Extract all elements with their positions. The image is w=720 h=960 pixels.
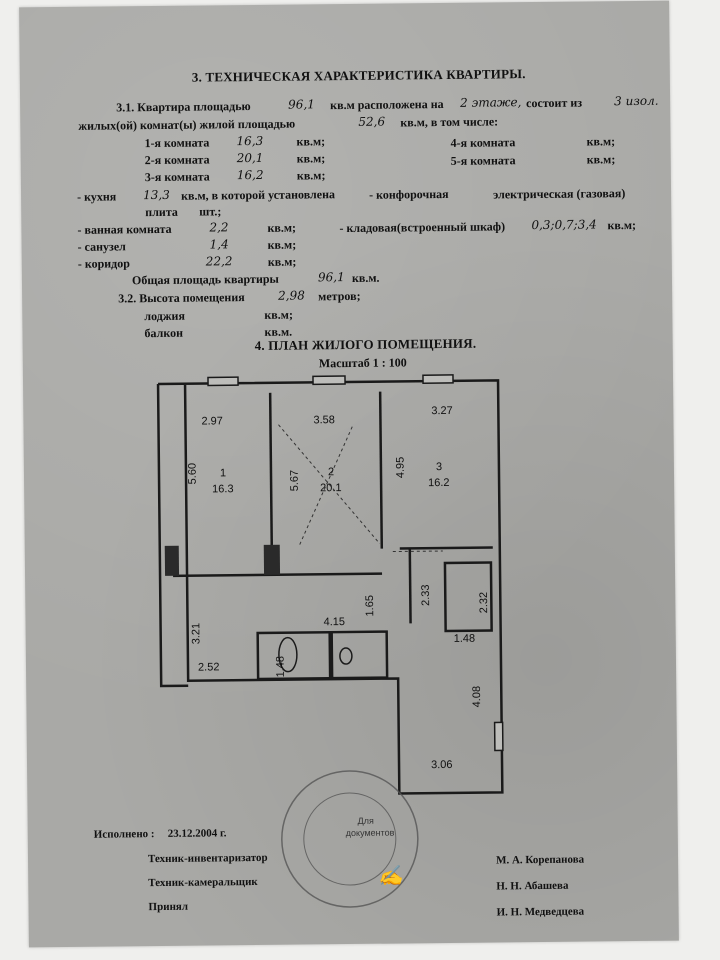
dim-label: 4.08 <box>470 685 484 708</box>
living-area-label: жилых(ой) комнат(ы) жилой площадью <box>78 116 296 133</box>
dim-label: 2.52 <box>197 661 220 674</box>
window <box>495 722 503 750</box>
room1-unit: кв.м; <box>296 134 326 149</box>
dim-label: 3.21 <box>190 622 203 645</box>
signature-icon: ✍ <box>378 863 404 888</box>
wc-value: 1,4 <box>209 237 229 252</box>
kitchen-stove-label: кв.м, в которой установлена <box>181 187 336 203</box>
living-area-value: 52,6 <box>358 114 386 129</box>
room-area: 20.1 <box>320 482 342 495</box>
stamp-text: Для <box>357 815 374 826</box>
role-technician: Техник-инвентаризатор <box>147 851 268 866</box>
dim-label: 4.15 <box>323 616 346 629</box>
room3-unit: кв.м; <box>296 168 326 183</box>
dim-label: 3.58 <box>313 414 335 427</box>
dim-label: 2.97 <box>201 415 223 428</box>
outer-wall <box>158 380 502 796</box>
room1-label: 1-я комната <box>144 135 210 151</box>
room4-unit: кв.м; <box>586 134 616 149</box>
dim-label: 2.33 <box>419 584 433 606</box>
section-3-heading: 3. ТЕХНИЧЕСКАЯ ХАРАКТЕРИСТИКА КВАРТИРЫ. <box>191 66 526 85</box>
room3-value: 16,2 <box>236 167 264 183</box>
plan-scale: Масштаб 1 : 100 <box>318 355 407 371</box>
role-office-technician: Техник-камеральщик <box>148 875 258 890</box>
height-unit: метров; <box>318 288 361 304</box>
apartment-area-value: 96,1 <box>288 97 315 112</box>
kitchen-value: 13,3 <box>142 187 170 203</box>
role-accepted: Принял <box>148 900 189 914</box>
column <box>165 546 179 576</box>
room2-unit: кв.м; <box>296 151 326 166</box>
storage-label: - кладовая(встроенный шкаф) <box>339 219 506 236</box>
dim-label: 5.60 <box>186 462 199 485</box>
bathroom-label: - ванная комната <box>77 221 172 237</box>
stove-label: плита <box>145 204 178 220</box>
dim-label: 1.48 <box>453 632 476 645</box>
name-2: Н. Н. Абашева <box>496 879 569 893</box>
total-area-unit: кв.м. <box>351 270 380 285</box>
floor-value: 2 этаже, <box>460 95 522 110</box>
floor-plan <box>19 1 679 948</box>
total-area-value: 96,1 <box>317 270 345 285</box>
apartment-area-label: 3.1. Квартира площадью <box>116 99 251 115</box>
room5-unit: кв.м; <box>586 152 616 167</box>
window <box>208 377 238 385</box>
bathroom <box>258 632 330 679</box>
room3-label: 3-я комната <box>144 169 210 185</box>
rooms-count-value: 3 изол. <box>614 93 659 109</box>
wc-unit: кв.м; <box>267 237 297 252</box>
room-area: 16.2 <box>428 476 450 490</box>
balcony-unit: кв.м. <box>264 324 293 339</box>
dim-label: 3.06 <box>430 758 453 772</box>
stove-type-label: электрическая (газовая) <box>493 186 626 202</box>
room2-label: 2-я комната <box>144 152 210 168</box>
room-number: 3 <box>435 461 443 474</box>
height-value: 2,98 <box>278 288 305 303</box>
room-number: 2 <box>327 466 335 479</box>
corridor-unit: кв.м; <box>267 254 297 269</box>
window <box>313 376 345 384</box>
dim-label: 1.65 <box>363 595 377 617</box>
total-area-label: Общая площадь квартиры <box>131 271 279 288</box>
room2-value: 20,1 <box>236 150 264 166</box>
including-label: кв.м, в том числе: <box>400 114 499 130</box>
completed-date: 23.12.2004 г. <box>167 827 227 840</box>
window <box>423 375 453 383</box>
document-sheet <box>19 1 679 948</box>
outer-wall-left <box>158 384 188 686</box>
dim-label: 1.48 <box>274 655 287 678</box>
balcony-label: балкон <box>144 325 184 341</box>
section-4-heading: 4. ПЛАН ЖИЛОГО ПОМЕЩЕНИЯ. <box>254 335 477 353</box>
dim-label: 5.67 <box>288 469 301 492</box>
wall-room2-room3 <box>380 392 382 549</box>
column <box>264 545 280 575</box>
storage-unit: кв.м; <box>607 217 637 233</box>
corridor-label: - коридор <box>77 256 130 271</box>
stove-burners-label: - конфорочная <box>369 186 449 202</box>
wc-label: - санузел <box>77 239 126 254</box>
bathroom-value: 2,2 <box>209 220 229 235</box>
room5-label: 5-я комната <box>450 153 516 168</box>
stove-unit: шт.; <box>199 204 222 219</box>
dim-label: 3.27 <box>431 404 453 418</box>
room1-value: 16,3 <box>236 133 264 149</box>
wall-room3-bottom <box>400 547 493 548</box>
room-number: 1 <box>219 467 227 480</box>
storage-value: 0,3;0,7;3,4 <box>531 217 597 233</box>
floor-label: кв.м расположена на <box>330 96 444 113</box>
name-1: М. А. Корепанова <box>495 853 585 867</box>
toilet-icon <box>340 648 352 664</box>
corridor-value: 22,2 <box>205 254 233 269</box>
loggia-label: лоджия <box>144 308 185 324</box>
loggia-unit: кв.м; <box>264 307 293 322</box>
height-label: 3.2. Высота помещения <box>118 290 245 306</box>
completed-label: Исполнено : <box>93 828 155 841</box>
kitchen-label: - кухня <box>77 189 117 204</box>
dim-label: 2.32 <box>477 591 491 614</box>
wall-corridor-kitchen <box>410 548 411 623</box>
room4-label: 4-я комната <box>450 135 516 150</box>
stamp-text: документов <box>345 827 395 839</box>
name-3: И. Н. Медведцева <box>496 905 585 919</box>
rooms-label: состоит из <box>526 95 583 111</box>
room-area: 16.3 <box>212 483 234 496</box>
bathroom-unit: кв.м; <box>267 220 297 235</box>
dim-label: 4.95 <box>394 456 407 479</box>
